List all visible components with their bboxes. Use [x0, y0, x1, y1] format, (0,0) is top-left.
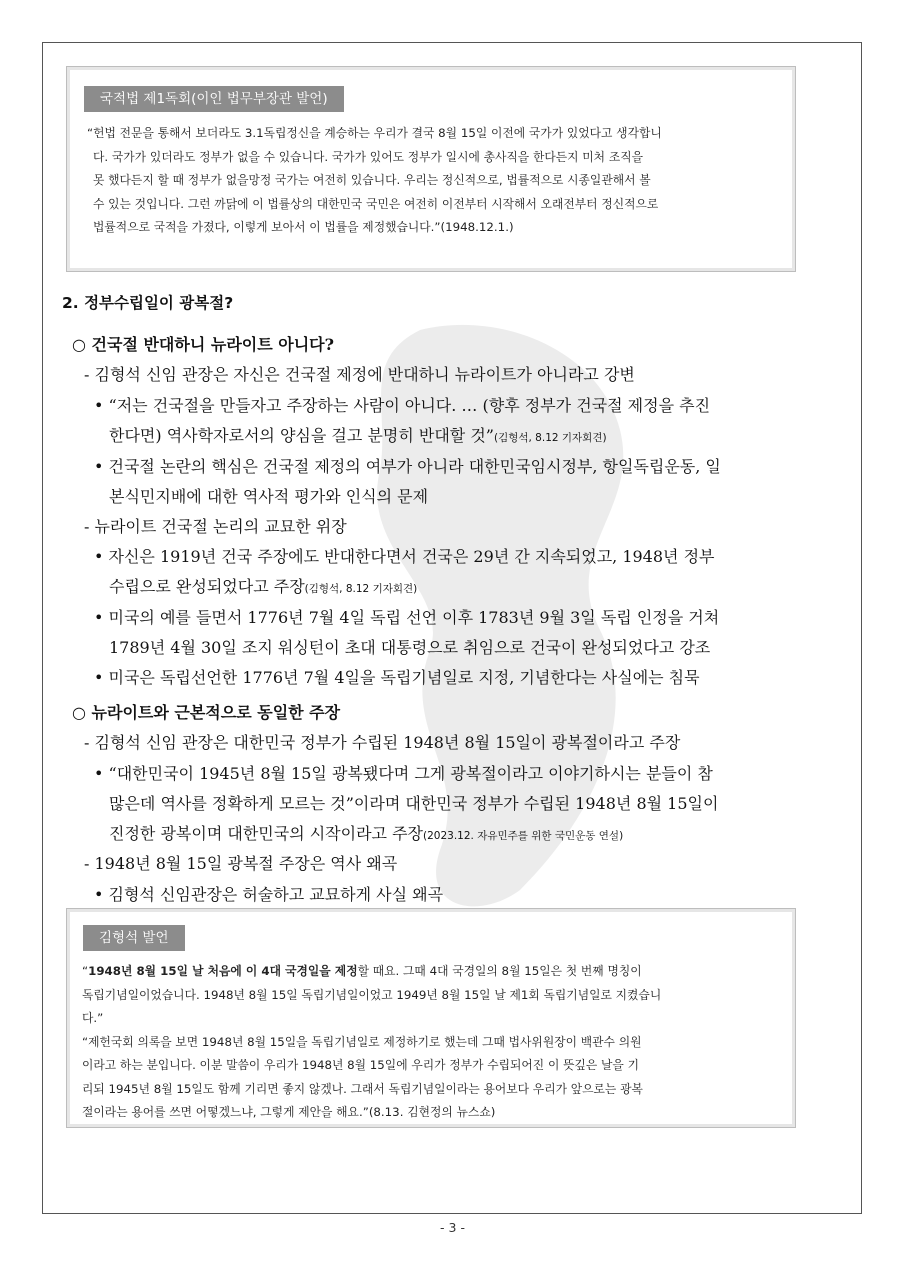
page-number: - 3 - — [440, 1220, 465, 1235]
bullet-continuation: 많은데 역사를 정확하게 모르는 것”이라며 대한민국 정부가 수립된 1948년 8월 15일이 — [109, 794, 719, 813]
bullet-text: 한다면) 역사학자로서의 양심을 걸고 분명히 반대할 것” — [109, 426, 494, 445]
bullet-text: 진정한 광복이며 대한민국의 시작이라고 주장 — [109, 824, 424, 843]
bullet-continuation — [109, 574, 417, 597]
quote-box-nationality-law — [66, 66, 796, 272]
quote-line: 법률적으로 국적을 가졌다, 이렇게 보아서 이 법률을 제정했습니다.”(1948.12.1.) — [93, 220, 514, 234]
quote-line: 못 했다든지 할 때 정부가 없을망정 국가는 여전히 있습니다. 우리는 정신적으로, 법률적으로 시종일관해서 볼 — [93, 173, 651, 187]
quote-line: “헌법 전문을 통해서 보더라도 3.1독립정신을 계승하는 우리가 결국 8월 15일 이전에 국가가 있었다고 생각합니 — [87, 126, 662, 140]
bullet-continuation — [109, 821, 623, 844]
bullet-item: • 건국절 논란의 핵심은 건국절 제정의 여부가 아니라 대한민국임시정부, 항일독립운동, 일 — [94, 457, 721, 476]
bullet-continuation: 1789년 4월 30일 조지 워싱턴이 초대 대통령으로 취임으로 건국이 완성되었다고 강조 — [109, 638, 711, 657]
quote-line: “1948년 8월 15일 날 처음에 이 4대 국경일을 제정할 때요. 그때 4대 국경일의 8월 15일은 첫 번째 명칭이 — [82, 964, 642, 978]
quote-line: 리되 1945년 8월 15일도 함께 기리면 좋지 않겠나. 그래서 독립기념일이라는 용어보다 우리가 앞으로는 광복 — [82, 1081, 643, 1096]
emphasis-text: 1948년 8월 15일 날 처음에 이 4대 국경일을 제정 — [88, 964, 358, 978]
dash-item: - 김형석 신임 관장은 대한민국 정부가 수립된 1948년 8월 15일이 광복절이라고 주장 — [84, 733, 681, 752]
quote-line: 이라고 하는 분입니다. 이분 말씀이 우리가 1948년 8월 15일에 우리가 정부가 수립되어진 이 뜻깊은 날을 기 — [82, 1058, 639, 1072]
bullet-continuation: 본식민지배에 대한 역사적 평가와 인식의 문제 — [109, 487, 429, 506]
bullet-item: • “대한민국이 1945년 8월 15일 광복됐다며 그게 광복절이라고 이야기하시는 분들이 참 — [94, 764, 713, 783]
dash-item: - 뉴라이트 건국절 논리의 교묘한 위장 — [84, 517, 347, 536]
quote-line: 다.” — [82, 1011, 104, 1025]
quote-line: 독립기념일이었습니다. 1948년 8월 15일 독립기념일이었고 1949년 8월 15일 날 제1회 독립기념일로 지켰습니 — [82, 987, 662, 1002]
source-citation: (김형석, 8.12 기자회견) — [493, 432, 607, 444]
quote-box-kim-statement — [66, 908, 796, 1128]
subsection-heading: ○ 건국절 반대하니 뉴라이트 아니다? — [72, 335, 335, 354]
quote-box-tag: 국적법 제1독회(이인 법무부장관 발언) — [84, 86, 344, 112]
section-title: 2. 정부수립일이 광복절? — [62, 294, 234, 312]
quote-box-tag: 김형석 발언 — [83, 925, 185, 951]
quote-line: “제헌국회 의록을 보면 1948년 8월 15일을 독립기념일로 제정하기로 했는데 그때 법사위원장이 백관수 의원 — [82, 1034, 642, 1049]
bullet-item: • 미국의 예를 들면서 1776년 7월 4일 독립 선언 이후 1783년 9월 3일 독립 인정을 거쳐 — [94, 608, 720, 627]
dash-item: - 김형석 신임 관장은 자신은 건국절 제정에 반대하니 뉴라이트가 아니라고 강변 — [84, 365, 635, 384]
quote-box-text — [82, 960, 787, 1125]
quote-box-text — [87, 122, 787, 240]
quote-line: 절이라는 용어를 쓰면 어떻겠느냐, 그렇게 제안을 해요.”(8.13. 김현정의 뉴스쇼) — [82, 1105, 496, 1119]
bullet-continuation — [109, 423, 607, 446]
bullet-text: 수립으로 완성되었다고 주장 — [109, 577, 305, 596]
source-citation: (김형석, 8.12 기자회견) — [304, 583, 418, 595]
bullet-item: • 자신은 1919년 건국 주장에도 반대한다면서 건국은 29년 간 지속되었고, 1948년 정부 — [94, 547, 715, 566]
quote-line: 수 있는 것입니다. 그런 까닭에 이 법률상의 대한민국 국민은 여전히 이전부터 시작해서 오래전부터 정신적으로 — [93, 196, 659, 211]
quote-line: 다. 국가가 있더라도 정부가 없을 수 있습니다. 국가가 있어도 정부가 일시에 총사직을 한다든지 미처 조직을 — [93, 149, 644, 164]
source-citation: (2023.12. 자유민주를 위한 국민운동 연설) — [423, 830, 624, 842]
subsection-heading: ○ 뉴라이트와 근본적으로 동일한 주장 — [72, 703, 341, 722]
dash-item: - 1948년 8월 15일 광복절 주장은 역사 왜곡 — [84, 854, 398, 873]
bullet-item: • “저는 건국절을 만들자고 주장하는 사람이 아니다. … (향후 정부가 건국절 제정을 추진 — [94, 396, 711, 415]
bullet-item: • 김형석 신임관장은 허술하고 교묘하게 사실 왜곡 — [94, 885, 444, 904]
bullet-item: • 미국은 독립선언한 1776년 7월 4일을 독립기념일로 지정, 기념한다는 사실에는 침묵 — [94, 668, 700, 687]
